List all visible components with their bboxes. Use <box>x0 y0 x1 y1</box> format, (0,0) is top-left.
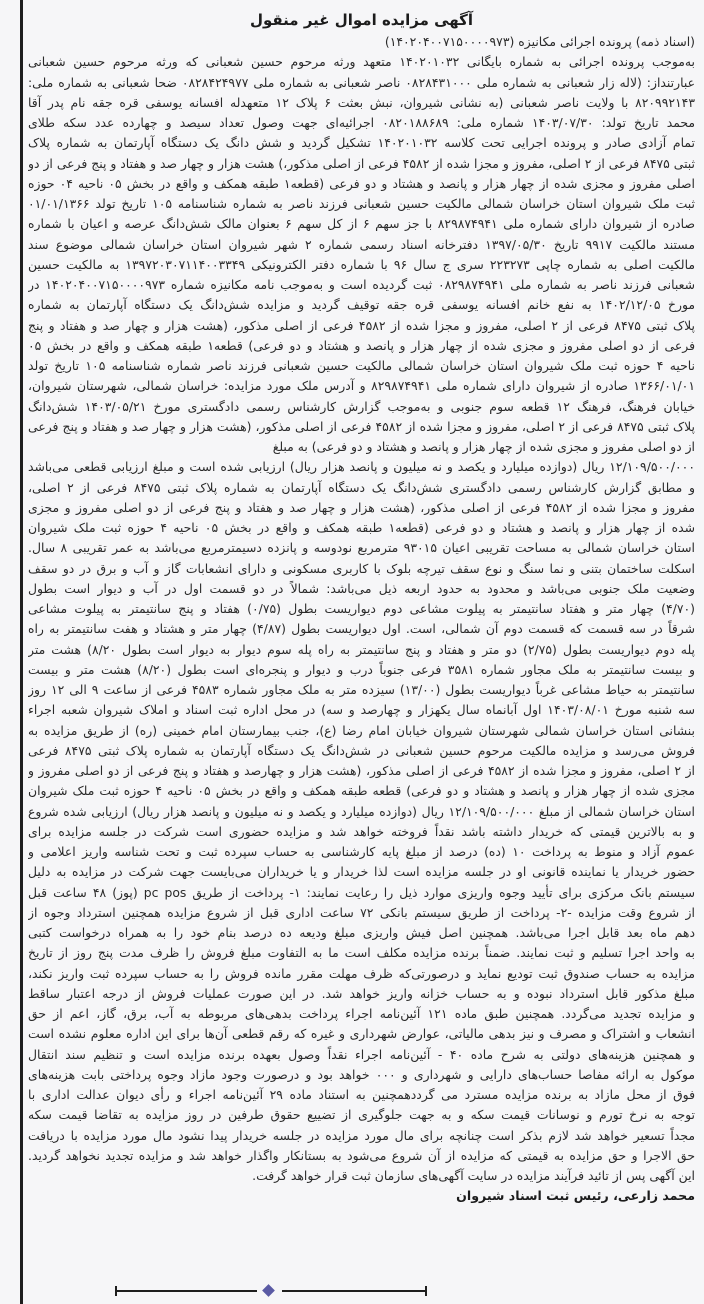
notice-line: سیستم بانک مرکزی برای تأیید وجوه واریزی موارد ذیل را رعایت نمایند: ۱- پرداخت از طریق pc pos (پوز) ۴۸ ساعت قبل <box>28 884 695 900</box>
diamond-icon <box>262 1284 275 1297</box>
notice-line: حق الاجرا و حق مزایده به قیمتی که مزایده از آن شروع می‌شود به بستانکار واگذار خواهد شد و مزایده تجدید نخواهد گردید. <box>28 1147 695 1163</box>
notice-line: و مزایده تجدید می‌گردد. همچنین طبق ماده ۱۲۱ آئین‌نامه اجراء پرداخت بدهی‌های مربوطه به آب، برق، گاز، اعم از حق <box>28 1006 695 1021</box>
notice-line: (۴/۷۰) چهار متر و هفتاد سانتیمتر به پیلوت مشاعی دوم دیواریست بطول (۰/۷۵) هفتاد و پنج سانتیمتر به پیلوت مشاعی <box>28 601 695 616</box>
notice-line: از شروع وقت مزایده -۲- پرداخت از طریق سیستم بانکی ۷۲ ساعت اداری قبل از شروع مزایده همچنین استرداد وجوه از <box>28 904 695 920</box>
notice-line: از ۲ اصلی، مفروز و مجزا شده از ۴۵۸۲ فرعی از اصلی مذکور، (هشت هزار و چهارصد و هفتاد و پنج فرعی از دو اصلی مفروز و <box>28 763 695 778</box>
notice-line: وضعیت ملک جنوبی می‌باشد و محدود به حدود اربعه ذیل می‌باشد: شمالاً در دو قسمت اول در آب و دیوار است بطول <box>28 580 695 596</box>
notice-line: انشعاب و اشتراک و مصرف و نیز بدهی مالیاتی، عوارض شهرداری و غیره که رقم قطعی آن‌ها برای این اداره معلوم نشده است <box>28 1026 695 1042</box>
notice-line: مورخ ۱۴۰۲/۱۲/۰۵ به نفع خانم افسانه یوسفی قره جقه توقیف گردید و مزایده شش‌دانگ یک دستگاه آپارتمان به شماره <box>28 297 695 313</box>
notice-line: بنشانی استان خراسان شمالی شهرستان شیروان خیابان امام رضا (ع)، جنب بیمارستان امام خمینی (ره) از طریق مزایده به <box>28 722 695 738</box>
notice-line: ۸۲۰۹۹۲۱۴۳ با ولایت ناصر شعبانی (به نشانی شیروان، نبش بعثت ۶ پلاک ۱۲ متعهدله افسانه یوسفی قره جقه نام پدر آقا <box>28 94 695 110</box>
notice-line: پلاک ثبتی ۸۴۷۵ فرعی از ۲ اصلی، مفروز و مجزا شده از ۴۵۸۲ فرعی از اصلی مذکور، (هشت هزار و چهار صد و هفتاد و پنج <box>28 317 695 333</box>
notice-line: ۱۳۶۶/۰۱/۰۱ صادره از شیروان دارای شماره ملی ۸۲۹۸۷۴۹۴۱ و آدرس ملک مورد مزایده: خراسان شمالی، شهرستان شیروان، <box>28 378 695 394</box>
notice-title: آگهی مزایده اموال غیر منقول <box>249 11 474 29</box>
notice-line: موکول به ارائه مفاصا حساب‌های دارایی و شهرداری و ۰۰۰ خواهد بود و درصورت وجود مازاد وجوه پرداختی بابت هزینه‌های <box>28 1066 695 1082</box>
notice-line: عبارتنداز: (لاله زار شعبانی به شماره ملی ۰۸۲۸۴۳۱۰۰۰ ناصر شعبانی به شماره ملی ۰۸۲۸۴۲۴۹۷۷ ضحا شعبانی به شماره ملی: <box>28 74 695 90</box>
notice-line: ثبت ملک شیروان استان خراسان شمالی مالکیت حسین شعبانی فرزند ناصر به شماره شناسنامه ۱۰۵ تاریخ تولد ۰۱/۰۱/۱۳۶۶ <box>28 196 695 211</box>
notice-line: توجه به نرخ تورم و نوسانات قیمت سکه و به جهت جلوگیری از تضییع حقوق طرفین در روز مزایده به تقاضا قیمت سکه <box>28 1107 695 1123</box>
left-column-rule <box>20 0 23 1304</box>
notice-line: صادره از شیروان دارای شماره ملی ۸۲۹۸۷۴۹۴۱ با جز سهم ۶ از کل سهم ۶ بعنوان مالک شش‌دانگ عرصه و اعیان با شماره <box>28 216 695 232</box>
notice-line: و به بالاترین قیمتی که خریدار داشته باشد نقداً فروخته خواهد شد و مزایده حضوری است شرکت در جلسه مزایده برای <box>28 823 695 839</box>
notice-line: استان خراسان شمالی از مبلغ ۱۲/۱۰۹/۵۰۰/۰۰۰ ریال (دوازده میلیارد و یکصد و نه میلیون و پانصد هزار ریال) ارزیابی شده شروع <box>28 803 695 819</box>
end-divider <box>115 1284 427 1298</box>
notice-line: و همچنین هزینه‌های دولتی به شرح ماده ۴۰ - آئین‌نامه اجراء نقداً وصول بعهده برنده مزایده است و تنظیم سند انتقال <box>28 1046 695 1062</box>
notice-line: مزایده به حساب صندوق ثبت تودیع نماید و درصورتی‌که ظرف مهلت مقرر مانده فروش را به حساب سپرده ثبت واریز نکند، <box>28 965 695 981</box>
notice-line: به‌موجب پرونده اجرائی به شماره بایگانی ۱۴۰۲۰۱۰۳۲ متعهد ورثه مرحوم حسین شعبانی که ورثه مرحوم حسین شعبانی <box>28 54 695 70</box>
notice-line: سانتیمتر به حیاط مشاعی غرباً دیواریست بطول (۱۳/۰۰) سیزده متر به ملک مجاور شماره ۴۵۸۳ فرعی از ساعت ۹ الی ۱۲ روز <box>28 682 695 697</box>
notice-line: شده از چهار هزار و پانصد و هشتاد و دو فرعی (قطعه۱ طبقه همکف و واقع در بخش ۰۵ ناحیه ۴ حوزه ثبت ملک شیروان <box>28 520 695 535</box>
notice-line: عموم آزاد و منوط به پرداخت ۱۰ (ده) درصد از مبلغ پایه کارشناسی به حساب سپرده ثبت و تحت شناسه واریز اعلامی و <box>28 844 695 859</box>
notice-line: حضور خریدار یا نماینده قانونی او در جلسه مزایده است لذا خریدار و یا خریداران می‌بایست جهت شرکت در مزایده به دلیل <box>28 864 695 880</box>
notice-line: اسکلت ساختمان بتنی و نما سنگ و نوع سقف تیرچه بلوک با کاربری مسکونی و دارای انشعابات گاز و آب و برق در دو سقف <box>28 560 695 576</box>
notice-line: فرعی از دو اصلی مفروز و مجزی شده از چهار هزار و پانصد و هشتاد و دو فرعی) قطعه۱ طبقه همکف و واقع در بخش ۰۵ <box>28 337 695 353</box>
notice-line: شعبانی فرزند ناصر به شماره ملی ۰۸۲۹۸۷۴۹۴۱ ثبت گردیده است و به‌موجب نامه مکانیزه شماره ۱۴۰۲۰۴۰۰۷۱۵۰۰۰۰۹۷۳ در <box>28 277 695 292</box>
notice-line: مجزی شده از چهار هزار و پانصد و هشتاد و دو فرعی) قطعه طبقه همکف و واقع در بخش ۰۵ ناحیه ۴ حوزه ثبت ملک شیروان <box>28 783 695 799</box>
notice-line: مالکیت اصلی به شماره چاپی ۲۲۳۲۷۳ سری ج سال ۹۶ با شماره دفتر الکترونیکی ۱۳۹۷۲۰۳۰۷۱۱۴۰۰۳۳۴۹ به مالکیت حسین <box>28 256 695 272</box>
divider-line-left <box>115 1290 257 1292</box>
divider-cap-right <box>425 1286 427 1296</box>
notice-line: شرقاً در سه قسمت که قسمت دوم آن شمالی، است. اول دیواریست بطول (۴/۸۷) چهار متر و هشتاد و هفت سانتیمتر به راه <box>28 621 695 637</box>
notice-line: دهم ماه بعد قابل اجرا می‌باشد. همچنین اصل فیش واریزی مبلغ ودیعه ده درصد بنام خود را به همراه درخواست کتبی <box>28 925 695 940</box>
notice-line: ناحیه ۴ حوزه ثبت ملک شیروان استان خراسان شمالی مالکیت حسین شعبانی فرزند ناصر شماره شناسنامه ۱۰۵ تاریخ تولد <box>28 358 695 373</box>
notice-line: مبلغ مذکور قابل استرداد نبوده و به حساب خزانه واریز خواهد شد. در این صورت عملیات فروش از درجه اعتبار ساقط <box>28 985 695 1001</box>
divider-line-right <box>282 1290 427 1292</box>
notice-line: ۱۲/۱۰۹/۵۰۰/۰۰۰ ریال (دوازده میلیارد و یکصد و نه میلیون و پانصد هزار ریال) ارزیابی شده است و مبلغ ارزیابی قطعی می‌باشد <box>28 459 695 475</box>
notice-line: تمام آزادی صادر و پرونده اجرایی تحت کلاسه ۱۴۰۲۰۱۰۳۲ تشکیل گردید و شش دانگ یک دستگاه آپارتمان به شماره پلاک <box>28 135 695 151</box>
notice-line: اصلی مفروز و مجزی شده از چهار هزار و پانصد و هشتاد و دو فرعی (قطعه۱ طبقه همکف و واقع در بخش ۰۵ ناحیه ۰۴ حوزه <box>28 175 695 191</box>
notice-body <box>28 32 695 1186</box>
notice-line: از دو اصلی مفروز و مجزی شده از چهار هزار و پانصد و هشتاد و دو فرعی) به مبلغ <box>272 439 695 454</box>
notice-line: و بیست سانتیمتر به ملک مجاور شماره ۳۵۸۱ فرعی جنوباً درب و دیوار و پنجره‌ای است بطول (۸/۲۰) هشت متر و بیست <box>28 661 695 677</box>
notice-line: ثبتی ۸۴۷۵ فرعی از ۲ اصلی، مفروز و مجزا شده از ۴۵۸۲ فرعی از اصلی مذکور،) هشت هزار و چهار صد و هفتاد و پنج فرعی از دو <box>28 155 695 171</box>
auction-notice <box>28 10 695 1206</box>
notice-line: مفروز و مجزا شده از ۴۵۸۲ فرعی از اصلی مذکور، (هشت هزار و چهار صد و هفتاد و پنج فرعی از دو اصلی مفروز و مجزی <box>28 499 695 515</box>
notice-line: این آگهی پس از تائید فرآیند مزایده در سایت آگهی‌های سازمان ثبت قرار خواهد گرفت. <box>252 1168 695 1183</box>
notice-line: پلاک ثبتی ۸۴۷۵ فرعی از ۲ اصلی، مفروز و مجزا شده از ۴۵۸۲ فرعی از اصلی مذکور، (هشت هزار و چهار صد و هفتاد و پنج فرعی <box>28 418 695 434</box>
notice-line: فروش می‌رسد و مزایده مالکیت مرحوم حسین شعبانی در شش‌دانگ یک دستگاه آپارتمان به شماره پلاک ثبتی ۸۴۷۵ فرعی <box>28 742 695 758</box>
notice-line: و مطابق گزارش کارشناس رسمی دادگستری شش‌دانگ یک دستگاه آپارتمان به شماره پلاک ثبتی ۸۴۷۵ فرعی از ۲ اصلی، <box>28 479 695 495</box>
notice-line: (اسناد ذمه) پرونده اجرائی مکانیزه (۱۴۰۲۰۴۰۰۷۱۵۰۰۰۰۹۷۳) <box>384 34 695 49</box>
notice-line: استان خراسان شمالی به مساحت تقریبی اعیان ۹۳۰۱۵ مترمربع نودوسه و پانزده دسیمترمربع می‌باشد به عمر تقریبی ۸ سال. <box>28 540 695 556</box>
notice-line: فوق از محل مازاد به برنده مزایده مسترد می گرددهمچنین به استناد ماده ۲۹ آئین‌نامه اجراء و رأی دیوان عدالت اداری با <box>28 1087 695 1102</box>
notice-line: مجداً تسعیر خواهد شد لازم بذکر است چنانچه برای مال مورد مزایده در جلسه خریدار پیدا نشود مال مورد مزایده با دریافت <box>28 1127 695 1143</box>
notice-line: خیابان فرهنگ، فرهنگ ۱۲ قطعه سوم جنوبی و به‌موجب گزارش کارشناس رسمی دادگستری مورخ ۱۴۰۳/۰۵/۲۱ شش‌دانگ <box>28 398 695 414</box>
notice-line: به واحد اجرا تسلیم و ثبت نمایند. ضمناً برنده مزایده مکلف است ما به التفاوت مبلغ فروش را ظرف مدت پنج روز از تاریخ <box>28 945 695 961</box>
notice-line: پله دوم دیواریست بطول (۲/۷۵) دو متر و هفتاد و پنج سانتیمتر به راه پله سوم دیوار به دیوار است بطول ۸/۲۰) هشت متر <box>28 641 695 657</box>
notice-line: محمد تاریخ تولد: ۱۴۰۳/۰۷/۳۰ شماره ملی: ۰۸۲۰۱۸۸۶۸۹ اجرائیه‌ای جهت وصول تعداد سیصد و چهارده عدد سکه طلای <box>28 115 695 130</box>
notice-line: مستند مالکیت ۹۹۱۷ تاریخ ۱۳۹۷/۰۵/۳۰ دفترخانه اسناد رسمی شماره ۲ شهر شیروان استان خراسان شمالی موضوع سند <box>28 236 695 252</box>
notice-line: سه شنبه مورخ ۱۴۰۳/۰۸/۰۱ اول آبانماه سال یکهزار و چهارصد و سه) در محل اداره ثبت اسناد و املاک شیروان شعبه اجراء <box>28 702 695 718</box>
notice-signature: محمد زارعی، رئیس ثبت اسناد شیروان <box>456 1188 695 1204</box>
